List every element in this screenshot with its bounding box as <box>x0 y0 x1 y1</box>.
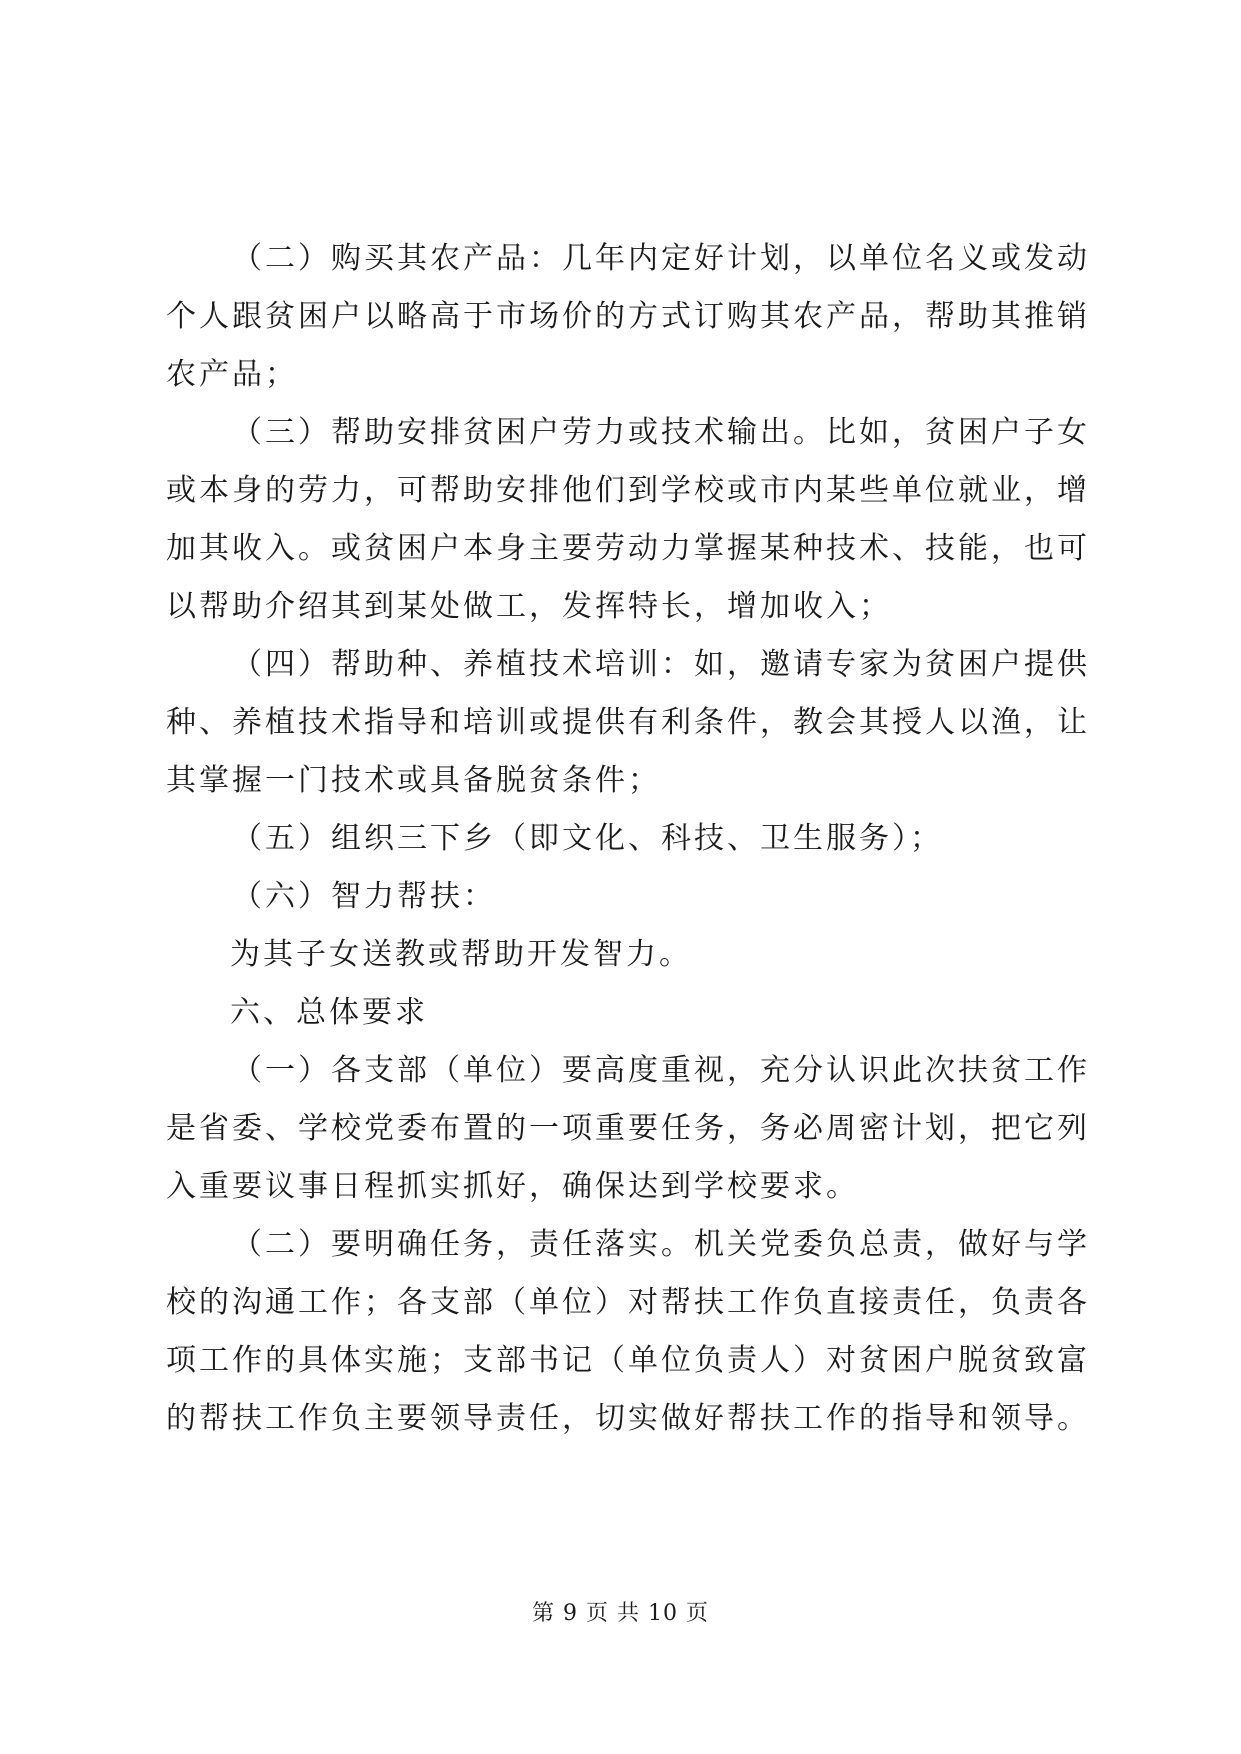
section-heading: 六、总体要求 <box>230 995 428 1030</box>
paragraph-line: 的帮扶工作负主要领导责任，切实做好帮扶工作的指导和领导。 <box>166 1401 1090 1436</box>
paragraph-line: 为其子女送教或帮助开发智力。 <box>230 937 692 972</box>
page-number-footer: 第 9 页 共 10 页 <box>532 1601 709 1626</box>
paragraph-line: （一）各支部（单位）要高度重视，充分认识此次扶贫工作 <box>232 1053 1090 1088</box>
paragraph-line: 其掌握一门技术或具备脱贫条件； <box>166 763 661 798</box>
paragraph-line: （五）组织三下乡（即文化、科技、卫生服务）； <box>232 821 943 856</box>
paragraph-line: 或本身的劳力，可帮助安排他们到学校或市内某些单位就业，增 <box>166 473 1090 508</box>
paragraph-line: （二）要明确任务，责任落实。机关党委负总责，做好与学 <box>232 1227 1090 1262</box>
paragraph-line: 入重要议事日程抓实抓好，确保达到学校要求。 <box>166 1169 859 1204</box>
paragraph-line: 校的沟通工作；各支部（单位）对帮扶工作负直接责任，负责各 <box>166 1285 1090 1320</box>
paragraph-line: 个人跟贫困户以略高于市场价的方式订购其农产品，帮助其推销 <box>166 299 1090 334</box>
paragraph-line: 以帮助介绍其到某处做工，发挥特长，增加收入； <box>166 589 892 624</box>
paragraph-line: 农产品； <box>166 357 298 392</box>
paragraph-line: （三）帮助安排贫困户劳力或技术输出。比如，贫困户子女 <box>232 415 1090 450</box>
paragraph-line: 加其收入。或贫困户本身主要劳动力掌握某种技术、技能，也可 <box>166 531 1090 566</box>
paragraph-line: （六）智力帮扶： <box>232 879 496 914</box>
paragraph-line: 项工作的具体实施；支部书记（单位负责人）对贫困户脱贫致富 <box>166 1343 1090 1378</box>
paragraph-line: （二）购买其农产品：几年内定好计划，以单位名义或发动 <box>232 241 1090 276</box>
paragraph-line: 种、养植技术指导和培训或提供有利条件，教会其授人以渔，让 <box>166 705 1090 740</box>
paragraph-line: （四）帮助种、养植技术培训：如，邀请专家为贫困户提供 <box>232 647 1090 682</box>
document-body <box>166 230 1090 1448</box>
paragraph-line: 是省委、学校党委布置的一项重要任务，务必周密计划，把它列 <box>166 1111 1090 1146</box>
